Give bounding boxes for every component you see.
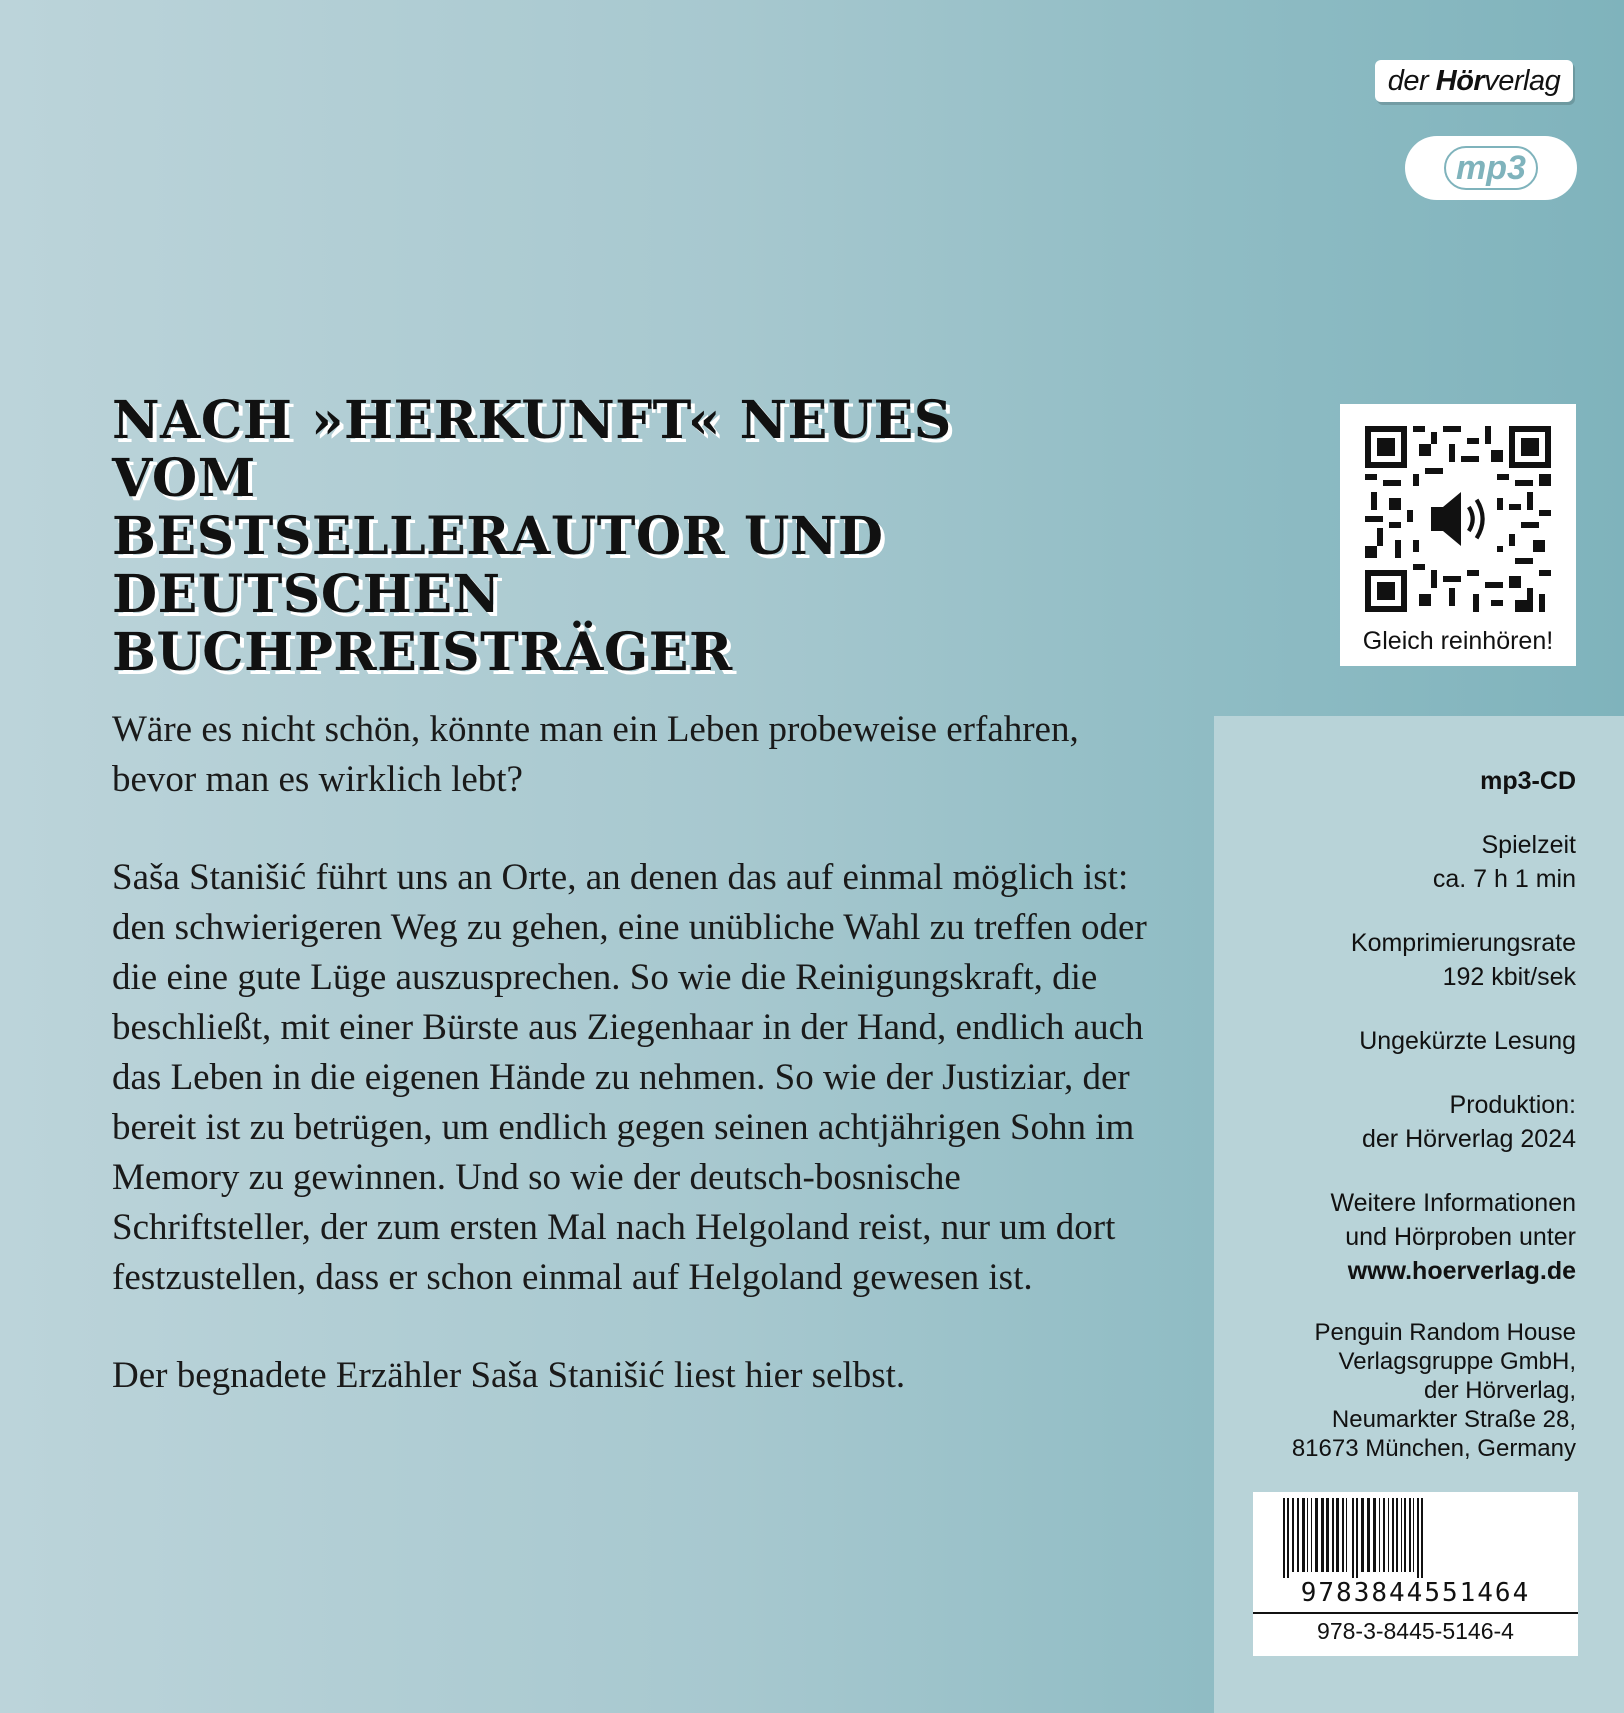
blurb xyxy=(112,705,1152,1449)
more-info-line-2: und Hörproben unter xyxy=(1345,1223,1576,1251)
more-info xyxy=(1236,1186,1576,1288)
barcode-bar xyxy=(1315,1498,1318,1572)
barcode-bar xyxy=(1321,1498,1324,1572)
ean-number: 9783844551464 xyxy=(1300,1578,1531,1608)
barcode-bar xyxy=(1367,1498,1370,1572)
more-info-line-1: Weitere Informationen xyxy=(1330,1189,1576,1217)
headline-line-3: DEUTSCHEN BUCHPREISTRÄGER xyxy=(112,564,733,683)
address-line: Neumarkter Straße 28, xyxy=(1331,1406,1576,1433)
qr-card[interactable] xyxy=(1340,404,1576,666)
blurb-paragraph-1: Wäre es nicht schön, könnte man ein Leben probeweise erfahren, bevor man es wirklich lebt? xyxy=(112,709,1079,800)
barcode-bar xyxy=(1342,1498,1344,1572)
bitrate-value: 192 kbit/sek xyxy=(1442,963,1576,991)
mp3-badge xyxy=(1405,136,1577,200)
mp3-label: mp3 xyxy=(1444,146,1538,190)
barcode-bar xyxy=(1401,1498,1402,1572)
runtime-label: Spielzeit xyxy=(1481,831,1576,859)
barcode-bar xyxy=(1326,1498,1329,1572)
barcode-bar xyxy=(1388,1498,1389,1572)
barcode-bar xyxy=(1307,1498,1308,1572)
headline-line-1: NACH »HERKUNFT« NEUES VOM xyxy=(112,390,952,509)
barcode-bar xyxy=(1292,1498,1294,1572)
blurb-paragraph-3: Der begnadete Erzähler Saša Stanišić liest hier selbst. xyxy=(112,1355,906,1396)
barcode-bar xyxy=(1283,1498,1285,1578)
production xyxy=(1236,1088,1576,1156)
publisher-address xyxy=(1236,1318,1576,1463)
blurb-paragraph-2: Saša Stanišić führt uns an Orte, an denen das auf einmal möglich ist: den schwierigeren Weg zu gehen, eine unübliche Wahl zu treffen oder die eine gute Lüge auszusprechen. So wie die Reinigungskraft, die beschließt, mit einer Bürste aus Ziegenhaar in der Hand, endlich auch das Leben in die eigenen Hände zu nehmen. So wie der Justiziar, der bereit ist zu betrügen, um endlich gegen seinen achtjährigen Sohn im Memory zu gewinnen. Und so wie der deutsch-bosnische Schriftsteller, der zum ersten Mal nach Helgoland reist, nur um dort festzustellen, dass er schon einmal auf Helgoland gewesen ist. xyxy=(112,857,1147,1298)
barcode-bar xyxy=(1413,1498,1414,1572)
barcode-bar xyxy=(1379,1498,1380,1572)
bitrate xyxy=(1236,926,1576,994)
barcode-bar xyxy=(1383,1498,1385,1572)
barcode-bar xyxy=(1302,1498,1305,1572)
barcode-bars xyxy=(1261,1498,1570,1578)
headline-line-2: BESTSELLERAUTOR UND xyxy=(112,506,884,567)
barcode-bar xyxy=(1297,1498,1299,1572)
barcode-bar xyxy=(1373,1498,1376,1572)
barcode-bar xyxy=(1336,1498,1339,1572)
barcode-bar xyxy=(1396,1498,1398,1572)
qr-caption: Gleich reinhören! xyxy=(1362,627,1554,655)
production-value: der Hörverlag 2024 xyxy=(1361,1125,1576,1153)
barcode-bar xyxy=(1417,1498,1419,1578)
barcode-bar xyxy=(1404,1498,1406,1572)
barcode-bar xyxy=(1392,1498,1394,1572)
bitrate-label: Komprimierungsrate xyxy=(1350,929,1576,957)
publisher-logo xyxy=(1375,60,1573,102)
barcode-bar xyxy=(1352,1498,1354,1578)
runtime xyxy=(1236,828,1576,896)
runtime-value: ca. 7 h 1 min xyxy=(1432,865,1576,893)
edition: Ungekürzte Lesung xyxy=(1359,1027,1576,1055)
isbn-divider xyxy=(1253,1612,1578,1614)
isbn-number: 978-3-8445-5146-4 xyxy=(1317,1618,1514,1644)
address-line: der Hörverlag, xyxy=(1423,1377,1576,1404)
address-line: 81673 München, Germany xyxy=(1291,1435,1576,1462)
barcode-bar xyxy=(1421,1498,1423,1578)
barcode-bar xyxy=(1356,1498,1358,1578)
barcode-bar xyxy=(1409,1498,1411,1572)
barcode-bar xyxy=(1287,1498,1289,1578)
logo-prefix: der xyxy=(1387,64,1429,97)
barcode xyxy=(1253,1492,1578,1656)
logo-suffix: verlag xyxy=(1484,64,1561,97)
production-label: Produktion: xyxy=(1449,1091,1576,1119)
barcode-bar xyxy=(1332,1498,1334,1572)
barcode-bar xyxy=(1361,1498,1364,1572)
headline xyxy=(112,392,1112,682)
logo-bold: Hör xyxy=(1435,64,1485,97)
barcode-bar xyxy=(1346,1498,1347,1572)
publisher-url[interactable]: www.hoerverlag.de xyxy=(1347,1257,1576,1285)
address-line: Verlagsgruppe GmbH, xyxy=(1338,1348,1576,1375)
format-label: mp3-CD xyxy=(1480,767,1576,795)
qr-code[interactable] xyxy=(1365,426,1551,612)
address-line: Penguin Random House xyxy=(1314,1319,1576,1346)
barcode-bar xyxy=(1311,1498,1312,1572)
